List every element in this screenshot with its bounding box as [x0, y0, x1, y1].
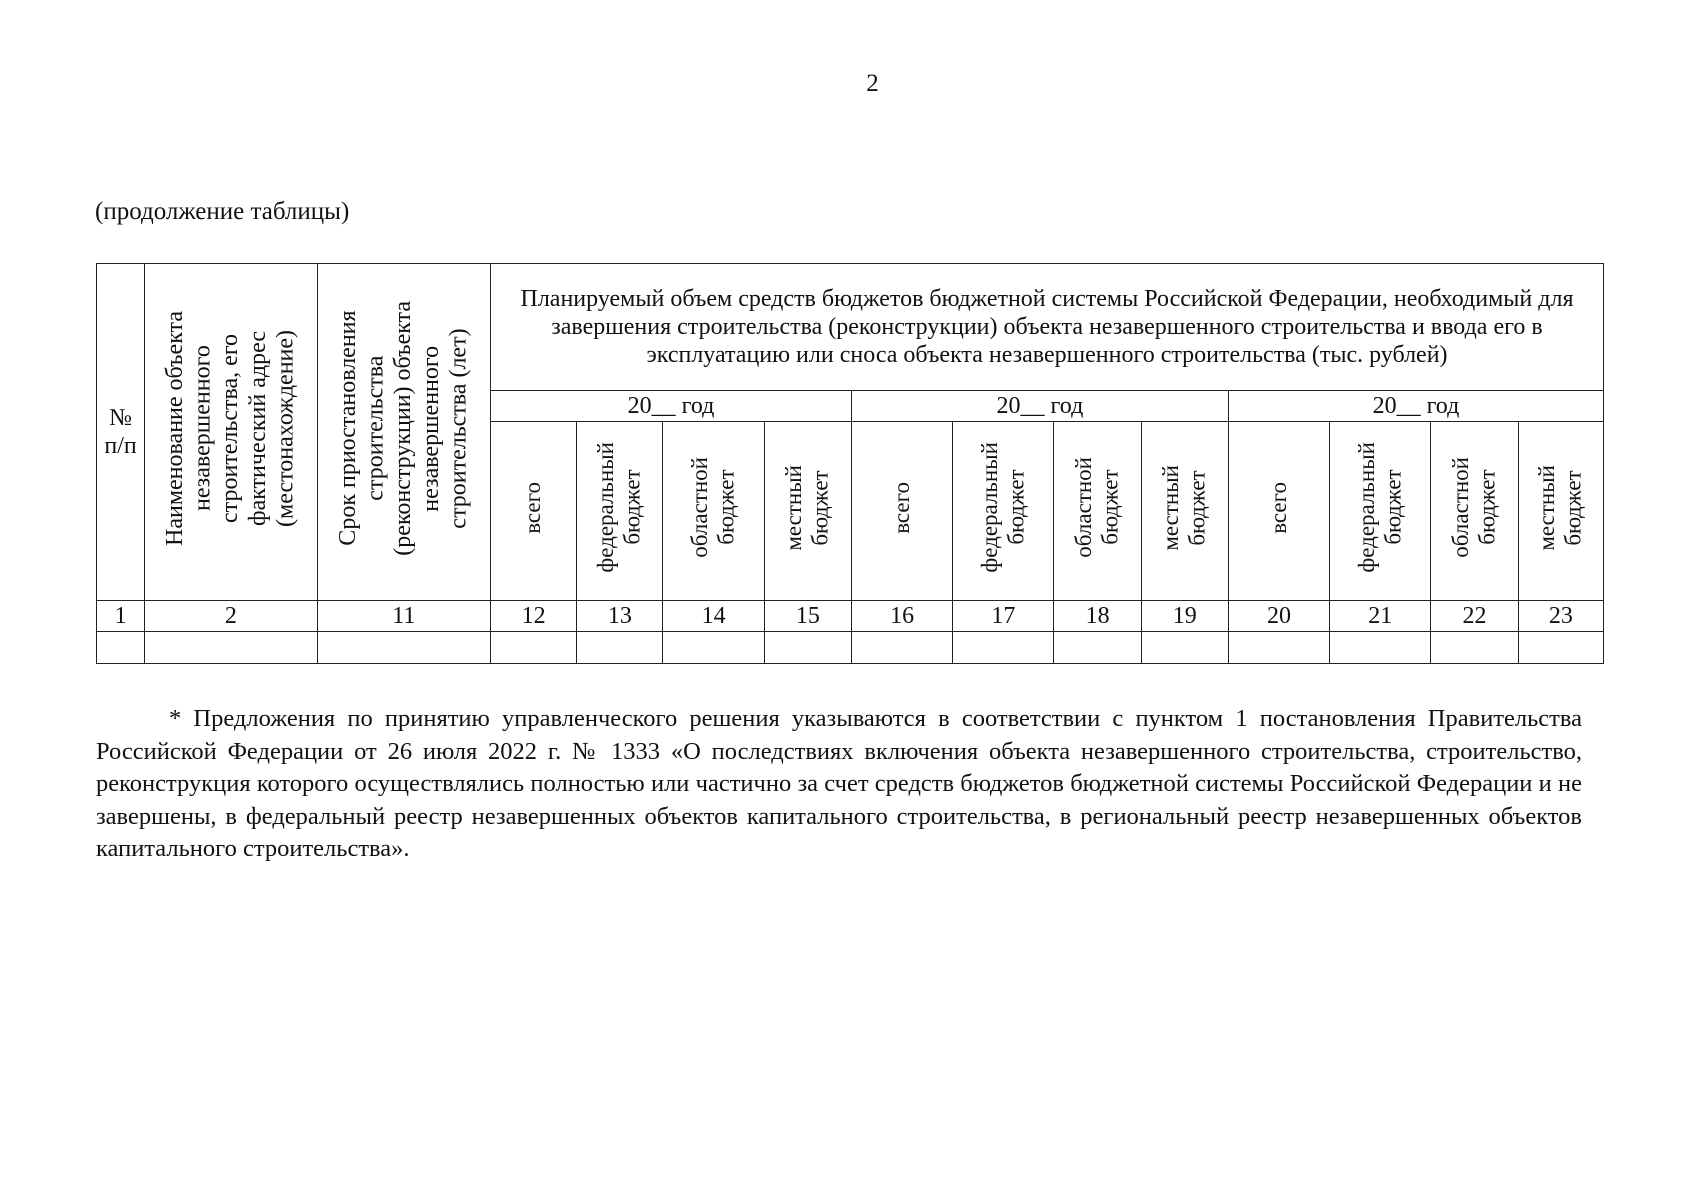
- footnote: * Предложения по принятию управленческого решения указываются в соответствии с пунктом 1 постановления Правительства Российской Федерации от 26 июля 2022 г. № 1333 «О последствиях включения объекта незавершенного строительства, строительство, реконструкция которого осуществлялись полностью или частично за счет средств бюджетов бюджетной системы Российской Федерации и не завершены, в федеральный реестр незавершенных объектов капитального строительства, в региональный реестр незавершенных объектов капитального строительства».: [96, 705, 1582, 862]
- header-federal-2: [953, 422, 1054, 601]
- header-year-1: 20__ год: [491, 391, 852, 422]
- empty-cell: [1431, 632, 1518, 664]
- table-continuation-caption: (продолжение таблицы): [95, 198, 350, 225]
- header-federal-1-text: федеральный бюджет: [593, 442, 645, 573]
- header-total-2-text: всего: [888, 481, 914, 534]
- column-number: 19: [1141, 601, 1228, 632]
- column-number: 16: [851, 601, 952, 632]
- column-number-row: [97, 601, 1604, 632]
- header-row-main: [97, 264, 1604, 391]
- column-number: 21: [1330, 601, 1431, 632]
- column-number: 22: [1431, 601, 1518, 632]
- header-object-name: [145, 264, 317, 601]
- header-regional-1-text: областной бюджет: [687, 457, 739, 558]
- budget-table: [96, 263, 1604, 664]
- header-total-3-text: всего: [1265, 481, 1291, 534]
- header-federal-1: [577, 422, 663, 601]
- header-local-3: [1518, 422, 1603, 601]
- column-number: 2: [145, 601, 317, 632]
- empty-cell: [953, 632, 1054, 664]
- empty-cell: [577, 632, 663, 664]
- column-number: 18: [1054, 601, 1141, 632]
- header-local-2-text: местный бюджет: [1158, 464, 1210, 551]
- header-local-3-text: местный бюджет: [1534, 464, 1586, 551]
- empty-cell: [851, 632, 952, 664]
- page-number: 2: [866, 70, 879, 97]
- column-number: 11: [317, 601, 490, 632]
- column-number: 17: [953, 601, 1054, 632]
- header-regional-1: [663, 422, 764, 601]
- header-regional-3-text: областной бюджет: [1448, 457, 1500, 558]
- column-number: 14: [663, 601, 764, 632]
- header-local-1: [764, 422, 851, 601]
- column-number: 12: [491, 601, 577, 632]
- header-regional-2: [1054, 422, 1141, 601]
- empty-cell: [1330, 632, 1431, 664]
- header-local-2: [1141, 422, 1228, 601]
- header-total-1: [491, 422, 577, 601]
- empty-cell: [1141, 632, 1228, 664]
- header-year-2: 20__ год: [851, 391, 1228, 422]
- header-row-number: № п/п: [97, 264, 145, 601]
- header-regional-2-text: областной бюджет: [1071, 457, 1123, 558]
- empty-cell: [1518, 632, 1603, 664]
- column-number: 20: [1228, 601, 1329, 632]
- column-number: 15: [764, 601, 851, 632]
- empty-cell: [491, 632, 577, 664]
- header-federal-2-text: федеральный бюджет: [976, 442, 1029, 573]
- header-total-2: [851, 422, 952, 601]
- empty-cell: [1054, 632, 1141, 664]
- header-suspension-term: [317, 264, 490, 601]
- header-regional-3: [1431, 422, 1518, 601]
- header-total-3: [1228, 422, 1329, 601]
- empty-cell: [1228, 632, 1329, 664]
- empty-data-row: [97, 632, 1604, 664]
- empty-cell: [317, 632, 490, 664]
- header-total-1-text: всего: [520, 481, 546, 534]
- column-number: 13: [577, 601, 663, 632]
- empty-cell: [663, 632, 764, 664]
- header-planned-budget: Планируемый объем средств бюджетов бюджетной системы Российской Федерации, необходимый для завершения строительства (реконструкции) объекта незавершенного строительства и ввода его в эксплуатацию или сноса объекта незавершенного строительства (тыс. рублей): [491, 264, 1604, 391]
- header-object-name-text: Наименование объекта незавершенного строительства, его фактический адрес (местонахождение): [161, 310, 299, 546]
- header-federal-3: [1330, 422, 1431, 601]
- empty-cell: [145, 632, 317, 664]
- column-number: 1: [97, 601, 145, 632]
- header-local-1-text: местный бюджет: [781, 464, 833, 551]
- empty-cell: [764, 632, 851, 664]
- header-federal-3-text: федеральный бюджет: [1353, 442, 1406, 573]
- empty-cell: [97, 632, 145, 664]
- header-year-3: 20__ год: [1228, 391, 1603, 422]
- column-number: 23: [1518, 601, 1603, 632]
- header-suspension-term-text: Срок приостановления строительства (реконструкции) объекта незавершенного строительства (лет): [334, 301, 472, 556]
